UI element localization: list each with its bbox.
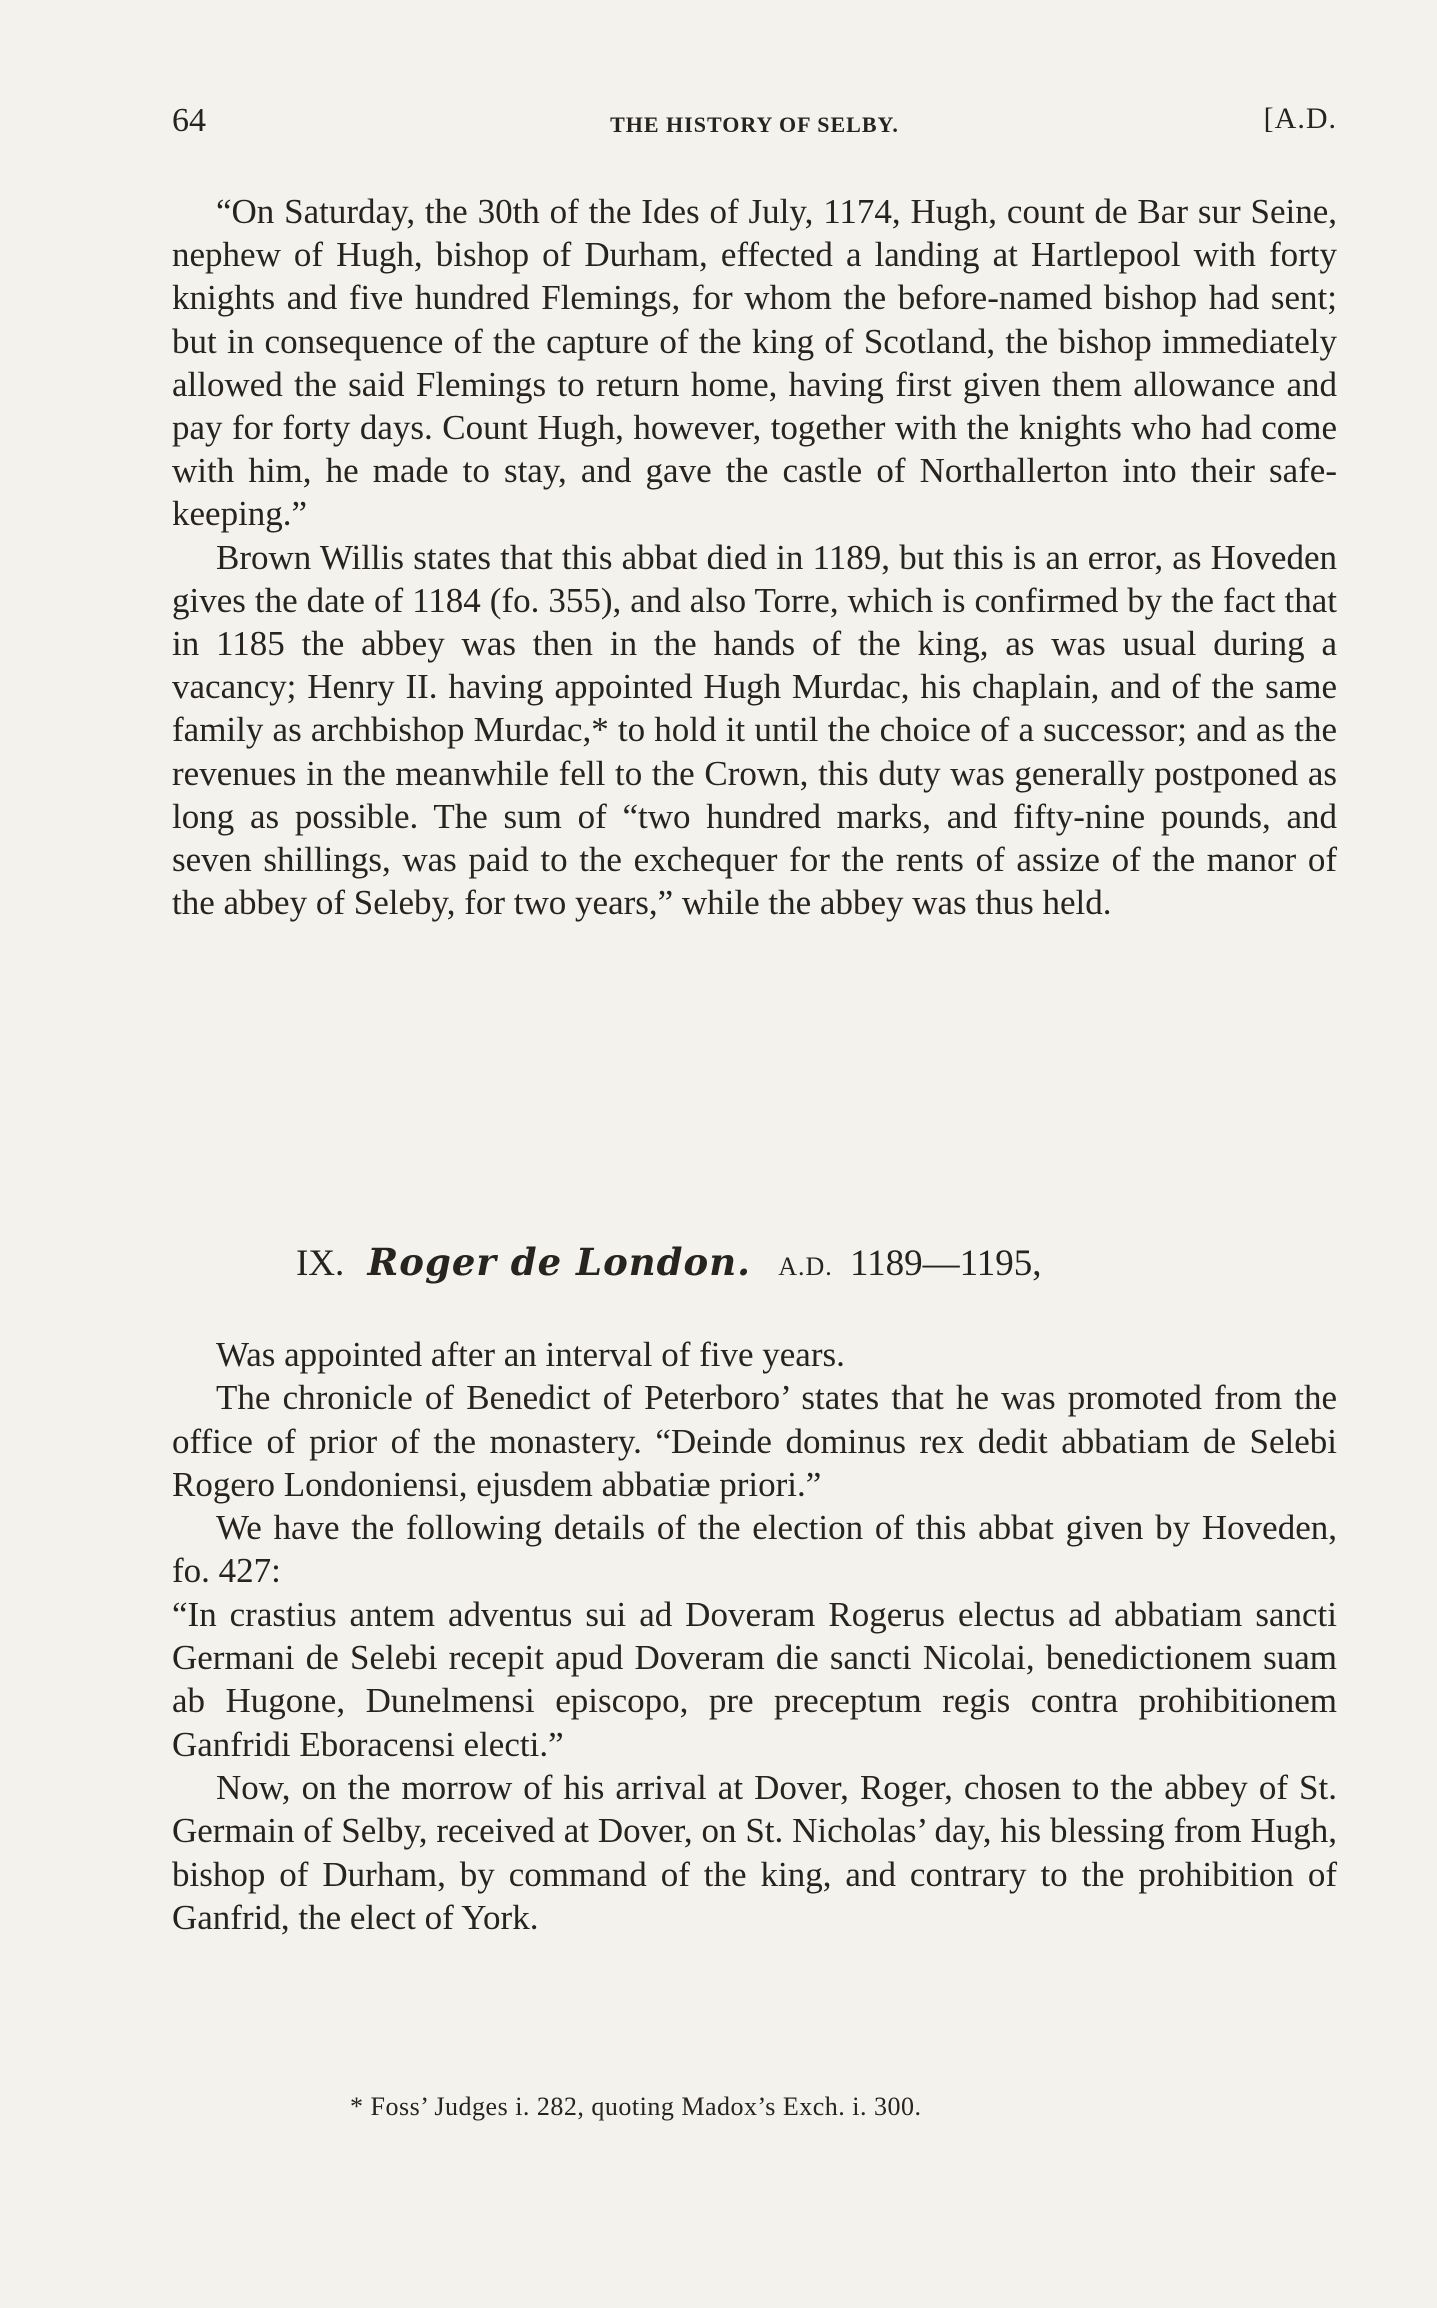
- paragraph-brown-willis: Brown Willis states that this abbat died in 1189, but this is an error, as Hoveden gives the date of 1184 (fo. 355), and also Torre, which is confirmed by the fact that in 1185 the abbey was then in the hands of the king, as was usual during a vacancy; Henry II. having appointed Hugh Murdac, his chaplain, and of the same family as archbishop Murdac,* to hold it until the choice of a successor; and as the revenues in the meanwhile fell to the Crown, this duty was generally postponed as long as possible. The sum of “two hundred marks, and fifty-nine pounds, and seven shillings, was paid to the exchequer for the rents of assize of the manor of the abbey of Seleby, for two years,” while the abbey was thus held.: [172, 537, 1337, 923]
- running-title: THE HISTORY OF SELBY.: [610, 112, 899, 137]
- section-numeral: IX.: [296, 1243, 345, 1284]
- paragraph-translation: Now, on the morrow of his arrival at Dover, Roger, chosen to the abbey of St. Germain of Selby, received at Dover, on St. Nicholas’ day, his blessing from Hugh, bishop of Durham, by command of the king, and contrary to the prohibition of Ganfrid, the elect of York.: [172, 1767, 1337, 1937]
- paragraph-benedict-chronicle: The chronicle of Benedict of Peterboro’ states that he was promoted from the office of prior of the monastery. “Deinde dominus rex dedit abbatiam de Selebi Rogero Londoniensi, ejusdem abbatiæ priori.”: [172, 1378, 1337, 1504]
- footnote: * Foss’ Judges i. 282, quoting Madox’s Exch. i. 300.: [350, 2092, 922, 2121]
- running-header: [172, 102, 1337, 146]
- paragraph-election-intro: We have the following details of the election of this abbat given by Hoveden, fo. 427:: [172, 1508, 1337, 1591]
- page-number: 64: [172, 102, 206, 139]
- paragraph-latin-quote: “In crastius antem adventus sui ad Doveram Rogerus electus ad abbatiam sancti Germani de Selebi recepit apud Doveram die sancti Nicolai, benedictionem suam ab Hugone, Dunelmensi episcopo, pre preceptum regis contra prohibitionem Ganfridi Eboracensi electi.”: [172, 1594, 1337, 1764]
- paragraph-appointed: Was appointed after an interval of five years.: [216, 1335, 845, 1374]
- margin-date: [A.D.: [1263, 102, 1337, 135]
- section-era: A.D.: [778, 1252, 833, 1281]
- paragraph-chronicle-quote: “On Saturday, the 30th of the Ides of July, 1174, Hugh, count de Bar sur Seine, nephew of Hugh, bishop of Durham, effected a landing at Hartlepool with forty knights and five hundred Flemings, for whom the before-named bishop had sent; but in consequence of the capture of the king of Scotland, the bishop immediately allowed the said Flemings to return home, having first given them allowance and pay for forty days. Count Hugh, however, together with the knights who had come with him, he made to stay, and gave the castle of Northallerton into their safe-keeping.”: [172, 192, 1337, 534]
- text-block-top: [172, 190, 1337, 924]
- section-years: 1189—1195,: [850, 1243, 1042, 1284]
- section-abbot-name: Roger de London.: [367, 1240, 751, 1284]
- text-block-bottom: [172, 1333, 1337, 1939]
- section-heading: [296, 1240, 1042, 1285]
